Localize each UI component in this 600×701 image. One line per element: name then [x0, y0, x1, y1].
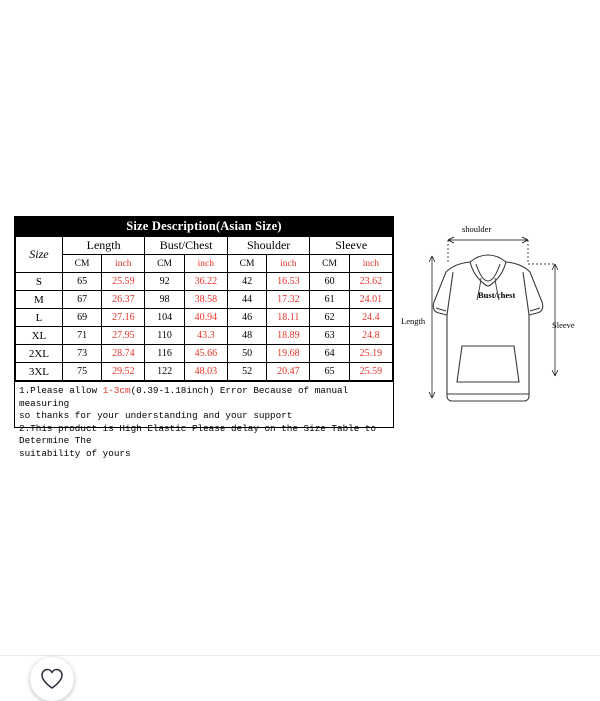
row-size-label: L — [16, 309, 63, 327]
cell-length-inch: 27.95 — [102, 327, 145, 345]
table-row — [16, 291, 393, 309]
cell-shoulder-inch: 16.53 — [267, 273, 310, 291]
cell-sleeve-inch: 23.62 — [349, 273, 392, 291]
note-line-4: suitability of yours — [19, 447, 131, 459]
cell-sleeve-cm: 65 — [310, 363, 349, 381]
cell-sleeve-cm: 64 — [310, 345, 349, 363]
unit-bust-cm: CM — [145, 255, 184, 273]
cell-shoulder-cm: 50 — [227, 345, 266, 363]
cell-bust-inch: 48.03 — [184, 363, 227, 381]
table-header-group-row — [16, 237, 393, 255]
table-row — [16, 327, 393, 345]
cell-bust-inch: 36.22 — [184, 273, 227, 291]
header-length: Length — [62, 237, 145, 255]
cell-length-inch: 27.16 — [102, 309, 145, 327]
header-sleeve: Sleeve — [310, 237, 393, 255]
cell-sleeve-inch: 24.8 — [349, 327, 392, 345]
cell-bust-cm: 104 — [145, 309, 184, 327]
cell-sleeve-inch: 24.01 — [349, 291, 392, 309]
cell-shoulder-inch: 17.32 — [267, 291, 310, 309]
cell-length-cm: 67 — [62, 291, 101, 309]
size-table-block — [14, 216, 394, 459]
size-table-notes — [15, 381, 393, 462]
cell-bust-inch: 43.3 — [184, 327, 227, 345]
cell-shoulder-inch: 18.11 — [267, 309, 310, 327]
unit-bust-inch: inch — [184, 255, 227, 273]
label-shoulder: shoulder — [462, 224, 492, 234]
row-size-label: 3XL — [16, 363, 63, 381]
cell-length-inch: 26.37 — [102, 291, 145, 309]
cell-bust-cm: 116 — [145, 345, 184, 363]
row-size-label: M — [16, 291, 63, 309]
size-chart-image — [14, 216, 586, 459]
note-line-2: so thanks for your understanding and your support — [19, 410, 293, 421]
favorite-button[interactable] — [30, 657, 74, 701]
header-shoulder: Shoulder — [227, 237, 310, 255]
heart-icon[interactable] — [40, 668, 64, 690]
cell-shoulder-inch: 18.89 — [267, 327, 310, 345]
cell-length-cm: 73 — [62, 345, 101, 363]
cell-length-cm: 71 — [62, 327, 101, 345]
unit-shoulder-cm: CM — [227, 255, 266, 273]
cell-sleeve-cm: 62 — [310, 309, 349, 327]
garment-diagram — [400, 216, 586, 428]
note-line-1 — [19, 385, 389, 410]
cell-sleeve-inch: 25.59 — [349, 363, 392, 381]
row-size-label: 2XL — [16, 345, 63, 363]
cell-bust-inch: 38.58 — [184, 291, 227, 309]
note-1-suffix: (0.39-1.18inch) Error Because of manual measuring — [19, 385, 349, 409]
table-row — [16, 345, 393, 363]
cell-shoulder-cm: 48 — [227, 327, 266, 345]
label-sleeve: Sleeve — [552, 320, 575, 330]
cell-length-cm: 69 — [62, 309, 101, 327]
note-1-prefix: 1.Please allow — [19, 385, 103, 396]
cell-length-inch: 28.74 — [102, 345, 145, 363]
cell-length-cm: 65 — [62, 273, 101, 291]
cell-length-inch: 29.52 — [102, 363, 145, 381]
unit-shoulder-inch: inch — [267, 255, 310, 273]
cell-bust-cm: 98 — [145, 291, 184, 309]
unit-sleeve-cm: CM — [310, 255, 349, 273]
label-length: Length — [401, 316, 426, 326]
cell-length-cm: 75 — [62, 363, 101, 381]
size-table-title: Size Description(Asian Size) — [15, 217, 393, 236]
cell-shoulder-inch: 19.68 — [267, 345, 310, 363]
cell-shoulder-cm: 52 — [227, 363, 266, 381]
row-size-label: S — [16, 273, 63, 291]
label-bust-chest: Bust/chest — [478, 290, 516, 300]
unit-length-inch: inch — [102, 255, 145, 273]
cell-bust-cm: 92 — [145, 273, 184, 291]
cell-length-inch: 25.59 — [102, 273, 145, 291]
table-header-unit-row — [16, 255, 393, 273]
row-size-label: XL — [16, 327, 63, 345]
cell-shoulder-inch: 20.47 — [267, 363, 310, 381]
size-table — [15, 236, 393, 381]
table-row — [16, 309, 393, 327]
cell-sleeve-cm: 60 — [310, 273, 349, 291]
cell-sleeve-cm: 61 — [310, 291, 349, 309]
cell-shoulder-cm: 44 — [227, 291, 266, 309]
unit-length-cm: CM — [62, 255, 101, 273]
cell-bust-inch: 40.94 — [184, 309, 227, 327]
note-1-tolerance: 1-3cm — [102, 385, 131, 396]
cell-sleeve-inch: 25.19 — [349, 345, 392, 363]
cell-bust-inch: 45.66 — [184, 345, 227, 363]
cell-bust-cm: 122 — [145, 363, 184, 381]
header-bust-chest: Bust/Chest — [145, 237, 228, 255]
table-row — [16, 363, 393, 381]
cell-shoulder-cm: 42 — [227, 273, 266, 291]
cell-bust-cm: 110 — [145, 327, 184, 345]
note-line-3: 2.This product is High Elastic Please delay on the Size Table to Determine The — [19, 422, 377, 446]
cell-sleeve-inch: 24.4 — [349, 309, 392, 327]
table-row — [16, 273, 393, 291]
cell-shoulder-cm: 46 — [227, 309, 266, 327]
bottom-divider — [0, 655, 600, 656]
cell-sleeve-cm: 63 — [310, 327, 349, 345]
header-size: Size — [16, 237, 63, 273]
unit-sleeve-inch: inch — [349, 255, 392, 273]
